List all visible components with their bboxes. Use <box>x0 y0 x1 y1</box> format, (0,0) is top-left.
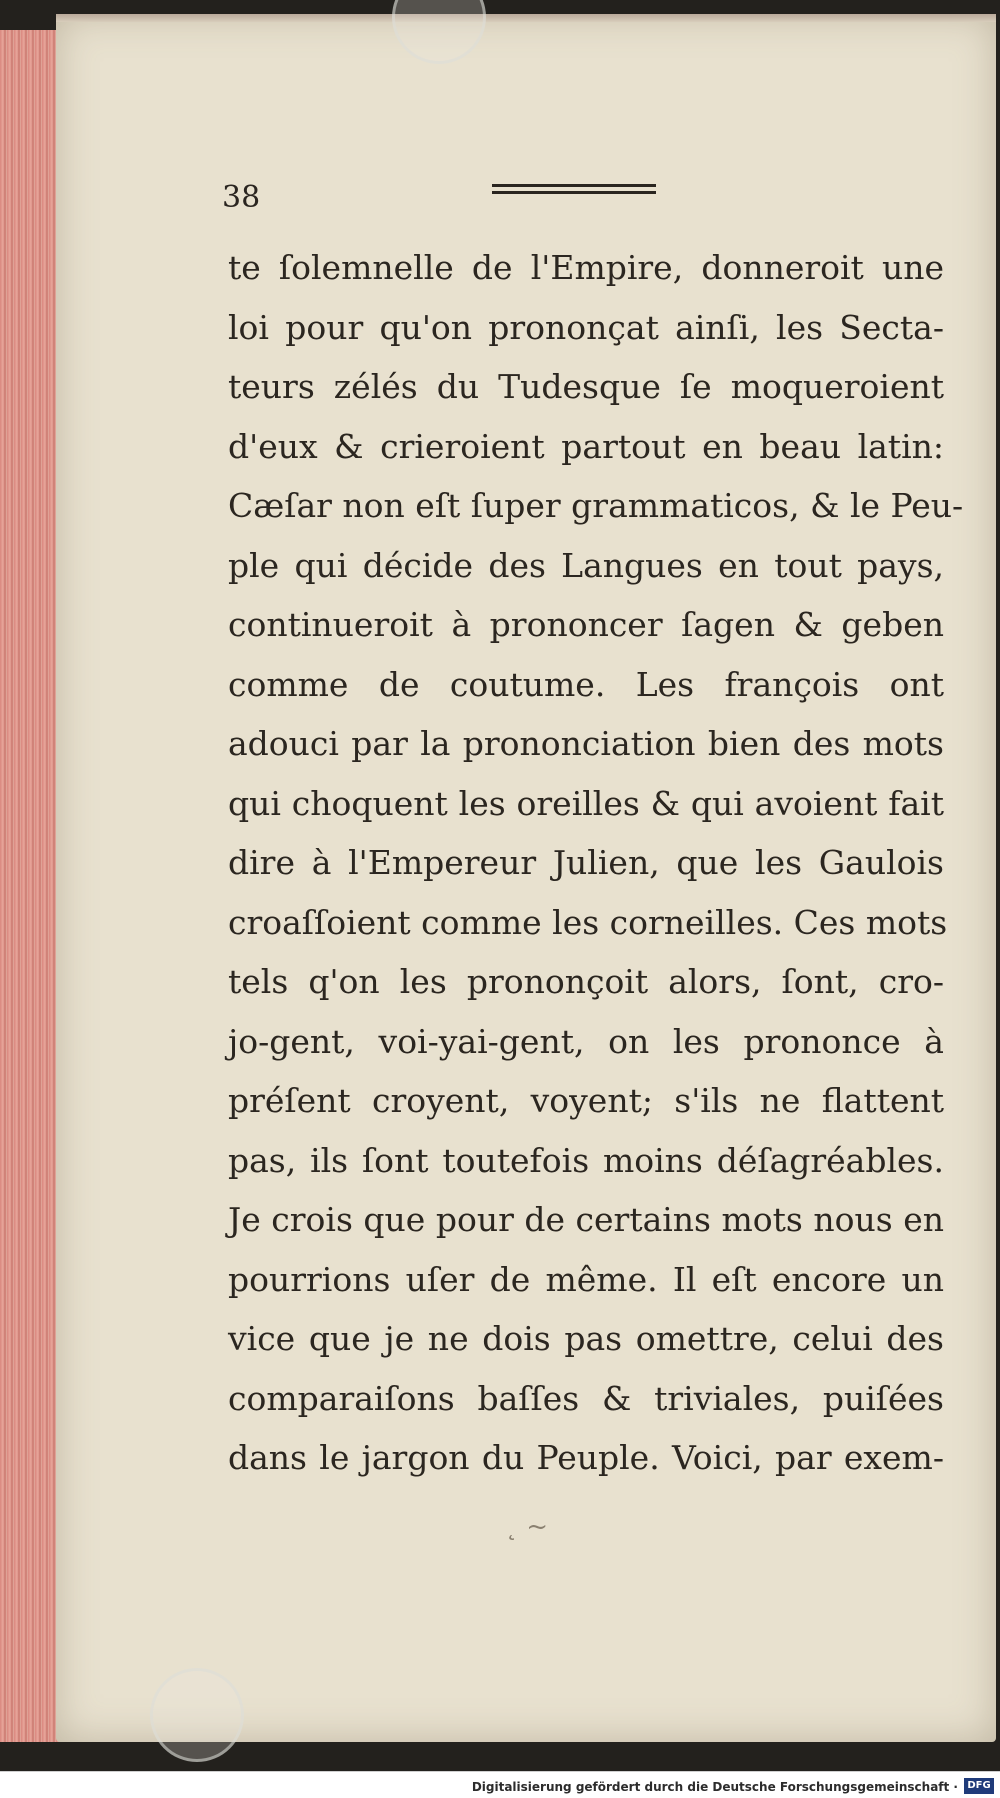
text-line: Je crois que pour de certains mots nous en <box>228 1200 944 1239</box>
text-line: Cæſar non eſt ſuper grammaticos, & le Peu- <box>228 486 964 525</box>
text-line: dans le jargon du Peuple. Voici, par exem- <box>228 1438 944 1477</box>
text-line: préſent croyent, voyent; s'ils ne flattent <box>228 1081 944 1120</box>
text-line: teurs zélés du Tudesque ſe moqueroient <box>228 367 944 406</box>
page-clip-bottom <box>150 1668 244 1762</box>
page-number: 38 <box>222 180 261 215</box>
header-ornament <box>492 184 656 198</box>
text-line: vice que je ne dois pas omettre, celui des <box>228 1319 944 1358</box>
text-line: ple qui décide des Langues en tout pays, <box>228 545 944 585</box>
dfg-logo-icon: DFG <box>964 1778 994 1794</box>
text-line: croaſſoient comme les corneilles. Ces mots <box>228 902 948 942</box>
text-line: qui choquent les oreilles & qui avoient fait <box>228 783 944 823</box>
text-line: jo-gent, voi-yai-gent, on les prononce à <box>228 1021 944 1061</box>
footer-mark: ˛ ~ <box>505 1512 549 1542</box>
text-line: comme de coutume. Les françois ont <box>228 664 944 704</box>
text-line: pourrions uſer de même. Il eſt encore un <box>228 1259 944 1299</box>
text-line: d'eux & crieroient partout en beau latin: <box>228 426 944 466</box>
top-edge <box>56 14 996 22</box>
text-line: te ſolemnelle de l'Empire, donneroit une <box>228 248 944 287</box>
page-edge-red <box>0 30 62 1742</box>
text-line: comparaiſons baſſes & triviales, puiſées <box>228 1378 944 1418</box>
text-line: continueroit à prononcer ſagen & geben <box>228 605 944 644</box>
footer-bar <box>0 1771 1000 1798</box>
body-text <box>228 238 964 1488</box>
footer-credit: Digitalisierung gefördert durch die Deutsche Forschungsgemeinschaft · <box>471 1780 958 1794</box>
text-line: adouci par la prononciation bien des mots <box>228 724 944 763</box>
text-line: pas, ils ſont toutefois moins déſagréables. <box>228 1140 944 1180</box>
text-line: tels q'on les prononçoit alors, ſont, cro- <box>228 962 944 1001</box>
text-line: dire à l'Empereur Julien, que les Gaulois <box>228 843 944 882</box>
text-line: loi pour qu'on prononçat ainſi, les Secta- <box>228 307 944 347</box>
